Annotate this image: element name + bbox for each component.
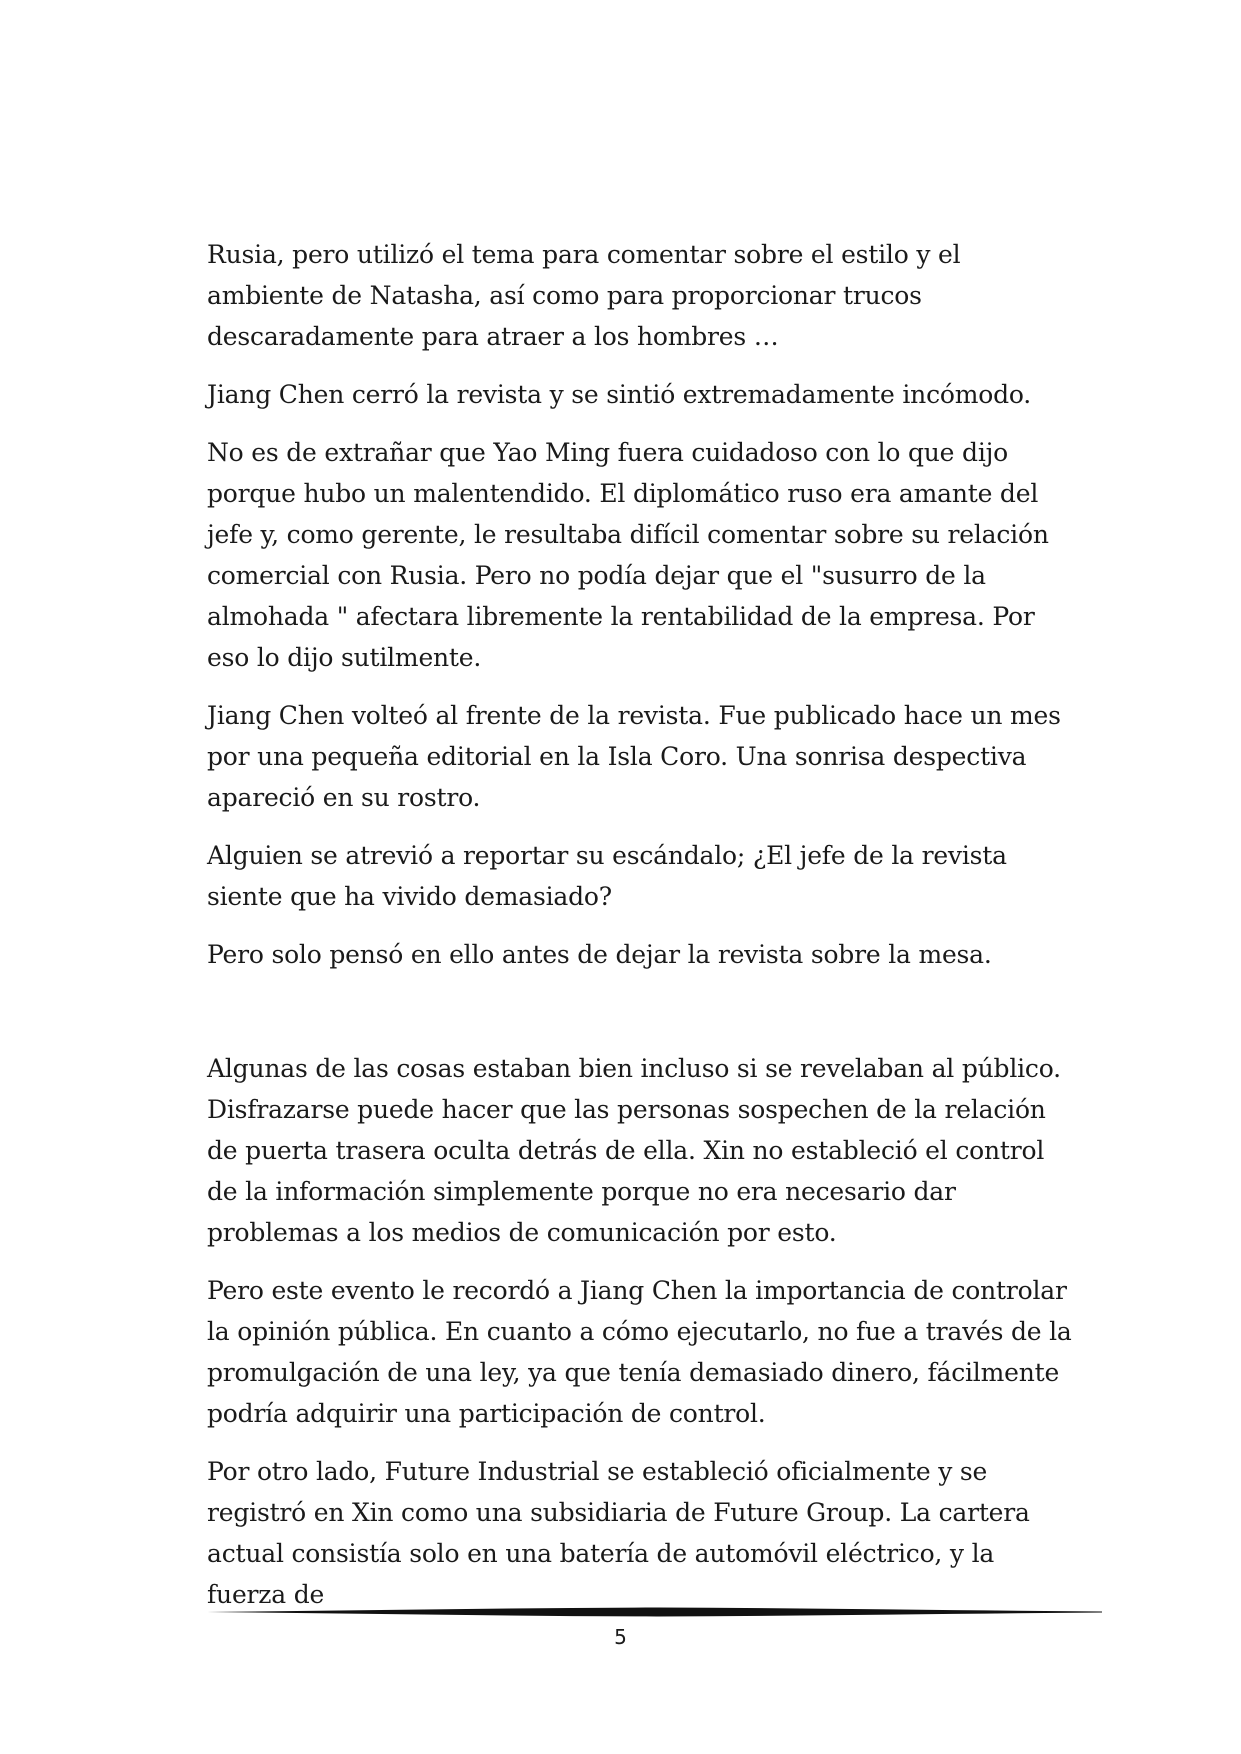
text-section-1	[207, 234, 1077, 992]
page-number: 5	[614, 1625, 627, 1649]
paragraph: Jiang Chen cerró la revista y se sintió extremadamente incómodo.	[207, 380, 1032, 409]
paragraph: Pero solo pensó en ello antes de dejar la revista sobre la mesa.	[207, 940, 992, 969]
paragraph: Algunas de las cosas estaban bien incluso si se revelaban al público. Disfrazarse puede hacer que las personas sospechen de la relación de puerta trasera oculta detrás de ella. Xin no estableció el control de la información simplemente porque no era necesario dar problemas a los medios de comunicación por esto.	[207, 1054, 1061, 1247]
paragraph: Jiang Chen volteó al frente de la revista. Fue publicado hace un mes por una pequeña editorial en la Isla Coro. Una sonrisa despectiva apareció en su rostro.	[207, 701, 1061, 812]
paragraph: Rusia, pero utilizó el tema para comentar sobre el estilo y el ambiente de Natasha, así como para proporcionar trucos descaradamente para atraer a los hombres …	[207, 240, 961, 351]
paragraph: Por otro lado, Future Industrial se estableció oficialmente y se registró en Xin como una subsidiaria de Future Group. La cartera actual consistía solo en una batería de automóvil eléctrico, y la fuerza de	[207, 1457, 1030, 1609]
footer-divider	[207, 1605, 1102, 1619]
paragraph: Alguien se atrevió a reportar su escándalo; ¿El jefe de la revista siente que ha vivido demasiado?	[207, 841, 1007, 911]
paragraph: No es de extrañar que Yao Ming fuera cuidadoso con lo que dijo porque hubo un malentendido. El diplomático ruso era amante del jefe y, como gerente, le resultaba difícil comentar sobre su relación comercial con Rusia. Pero no podía dejar que el "susurro de la almohada " afectara libremente la rentabilidad de la empresa. Por eso lo dijo sutilmente.	[207, 438, 1049, 672]
paragraph: Pero este evento le recordó a Jiang Chen la importancia de controlar la opinión pública. En cuanto a cómo ejecutarlo, no fue a través de la promulgación de una ley, ya que tenía demasiado dinero, fácilmente podría adquirir una participación de control.	[207, 1276, 1072, 1428]
text-section-2	[207, 1048, 1077, 1632]
